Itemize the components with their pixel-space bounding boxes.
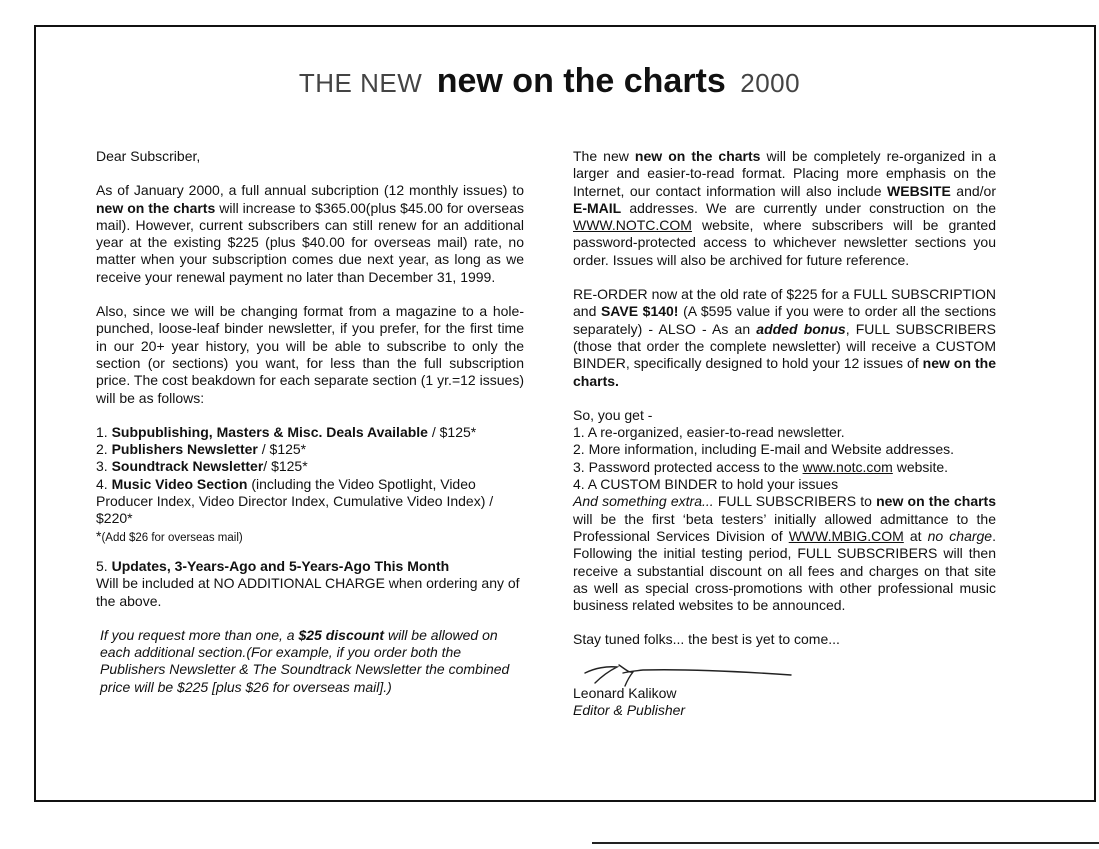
paragraph-price-increase: [96, 182, 524, 286]
footnote-star: *: [96, 527, 102, 544]
text: And something extra...: [573, 493, 714, 510]
list-item: 4. A CUSTOM BINDER to hold your issues: [573, 476, 839, 493]
text: and/or: [950, 182, 996, 199]
footnote-text: (Add $26 for overseas mail): [101, 531, 243, 544]
closing-line: Stay tuned folks... the best is yet to come...: [573, 631, 840, 648]
item-price: / $125*: [257, 441, 307, 458]
item-name: Publishers Newsletter: [111, 441, 258, 458]
overseas-footnote: [96, 528, 524, 547]
text: addresses. We are currently under construction on the: [621, 199, 996, 216]
salutation: Dear Subscriber,: [96, 148, 201, 164]
title-year: 2000: [740, 68, 801, 98]
paragraph-reorder: [573, 286, 996, 390]
save-amount: SAVE $140!: [600, 303, 679, 320]
benefits-intro: So, you get -: [573, 406, 653, 423]
text: 3. Password protected access to the: [573, 458, 803, 475]
price-item: [96, 441, 524, 458]
item-price: (including the Video Spotlight, Video Producer Index, Video Director Index, Cumulative Video Index) / $220*: [96, 475, 494, 527]
added-bonus: added bonus: [756, 320, 846, 337]
newsletter-name: new on the charts.: [573, 355, 996, 389]
newsletter-name: new on the charts: [876, 493, 997, 510]
newsletter-name: new on the charts: [634, 148, 761, 164]
paragraph-format-change: Also, since we will be changing format from a magazine to a hole-punched, loose-leaf binder newsletter, if you prefer, for the first time in our 20+ year history, you will be able to subscribe to only the section (or sections) you want, for less than the full subscription price. The cost beakdown for each separate section (1 yr.=12 issues) will be as follows:: [96, 303, 524, 406]
price-item: [96, 476, 524, 528]
extra-benefit: [573, 493, 996, 614]
title-main: new on the charts: [436, 62, 726, 100]
title-prefix: THE NEW: [298, 68, 423, 98]
text: will be allowed on each additional section.(For example, if you order both the Publishers Newsletter & The Soundtrack Newsletter the combined price will be $225 [plus $26 for overseas mail].): [100, 626, 510, 695]
text: at: [903, 527, 928, 544]
bottom-rule: [592, 842, 1099, 844]
discount-note: [96, 627, 524, 696]
item-number: 5.: [96, 557, 112, 574]
mbig-link[interactable]: WWW.MBIG.COM: [788, 527, 904, 544]
notc-link[interactable]: www.notc.com: [802, 458, 893, 475]
website-label: WEBSITE: [887, 182, 951, 199]
text: will be the first ‘beta testers’ initially allowed admittance to the Professional Services Division of: [573, 510, 996, 544]
signature: [573, 659, 996, 685]
item-price: / $125*: [263, 458, 308, 475]
paragraph-reorganized: [573, 148, 996, 269]
item-number: 2.: [96, 441, 112, 458]
price-item: [96, 458, 524, 475]
left-column: [96, 148, 524, 696]
notc-website-link[interactable]: WWW.NOTC.COM: [573, 217, 692, 234]
item-name: Soundtrack Newsletter: [111, 458, 264, 475]
item5-heading: [96, 558, 524, 575]
price-item: [96, 424, 524, 441]
item-name: Updates, 3-Years-Ago and 5-Years-Ago This Month: [111, 557, 450, 574]
item-updates: [96, 558, 524, 610]
benefits-list: [573, 407, 996, 615]
text: The new: [573, 148, 635, 164]
list-item: 2. More information, including E-mail and Website addresses.: [573, 441, 955, 458]
text: website, where subscribers will be granted password-protected access to whichever newsletter sections you order. Issues will also be archived for future reference.: [573, 217, 996, 268]
signer-name: Leonard Kalikow: [573, 684, 677, 701]
text: . Following the initial testing period, FULL SUBSCRIBERS will then receive a substantial discount on all fees and charges on that site as well as special cross-promotions with other professional music business related websites to be announced.: [573, 527, 996, 614]
newsletter-name: new on the charts: [96, 199, 216, 216]
text: FULL SUBSCRIBERS to: [713, 493, 877, 510]
text: no charge: [927, 527, 993, 544]
text: RE-ORDER now at the old rate of $225 for a FULL SUBSCRIPTION and: [573, 286, 996, 320]
list-item: 1. A re-organized, easier-to-read newsletter.: [573, 424, 845, 441]
text: will be completely re-organized in a larger and easier-to-read format. Placing more emphasis on the Internet, our contact information will also include: [573, 148, 996, 199]
discount-amount: $25 discount: [298, 626, 385, 643]
item-price: / $125*: [427, 423, 477, 440]
item5-detail: Will be included at NO ADDITIONAL CHARGE when ordering any of the above.: [96, 575, 520, 609]
text: (A $595 value if you were to order all the sections separately) - ALSO - As an: [573, 303, 997, 337]
newsletter-title: [0, 62, 1099, 101]
item-number: 4.: [96, 475, 112, 492]
item-number: 3.: [96, 458, 112, 475]
item-name: Music Video Section: [111, 475, 248, 492]
text: If you request more than one, a: [100, 626, 299, 643]
text: will increase to $365.00(plus $45.00 for overseas mail). However, current subscribers can still renew for an additional year at the existing $225 (plus $40.00 for overseas mail) rate, no matter when your subscription comes due next year, as long as we receive your renewal payment no later than December 31, 1999.: [96, 199, 524, 285]
signer-title: Editor & Publisher: [573, 702, 686, 719]
text: As of January 2000, a full annual subcription (12 monthly issues) to: [96, 182, 524, 199]
text: website.: [892, 458, 949, 475]
item-number: 1.: [96, 423, 112, 440]
signature-icon: [573, 659, 803, 689]
list-item: [573, 459, 996, 476]
section-price-list: [96, 424, 524, 547]
email-label: E-MAIL: [573, 199, 622, 216]
text: , FULL SUBSCRIBERS (those that order the complete newsletter) will receive a CUSTOM BINDER, specifically designed to hold your 12 issues of: [573, 320, 996, 372]
right-column: [573, 148, 996, 719]
item-name: Subpublishing, Masters & Misc. Deals Available: [111, 423, 428, 440]
